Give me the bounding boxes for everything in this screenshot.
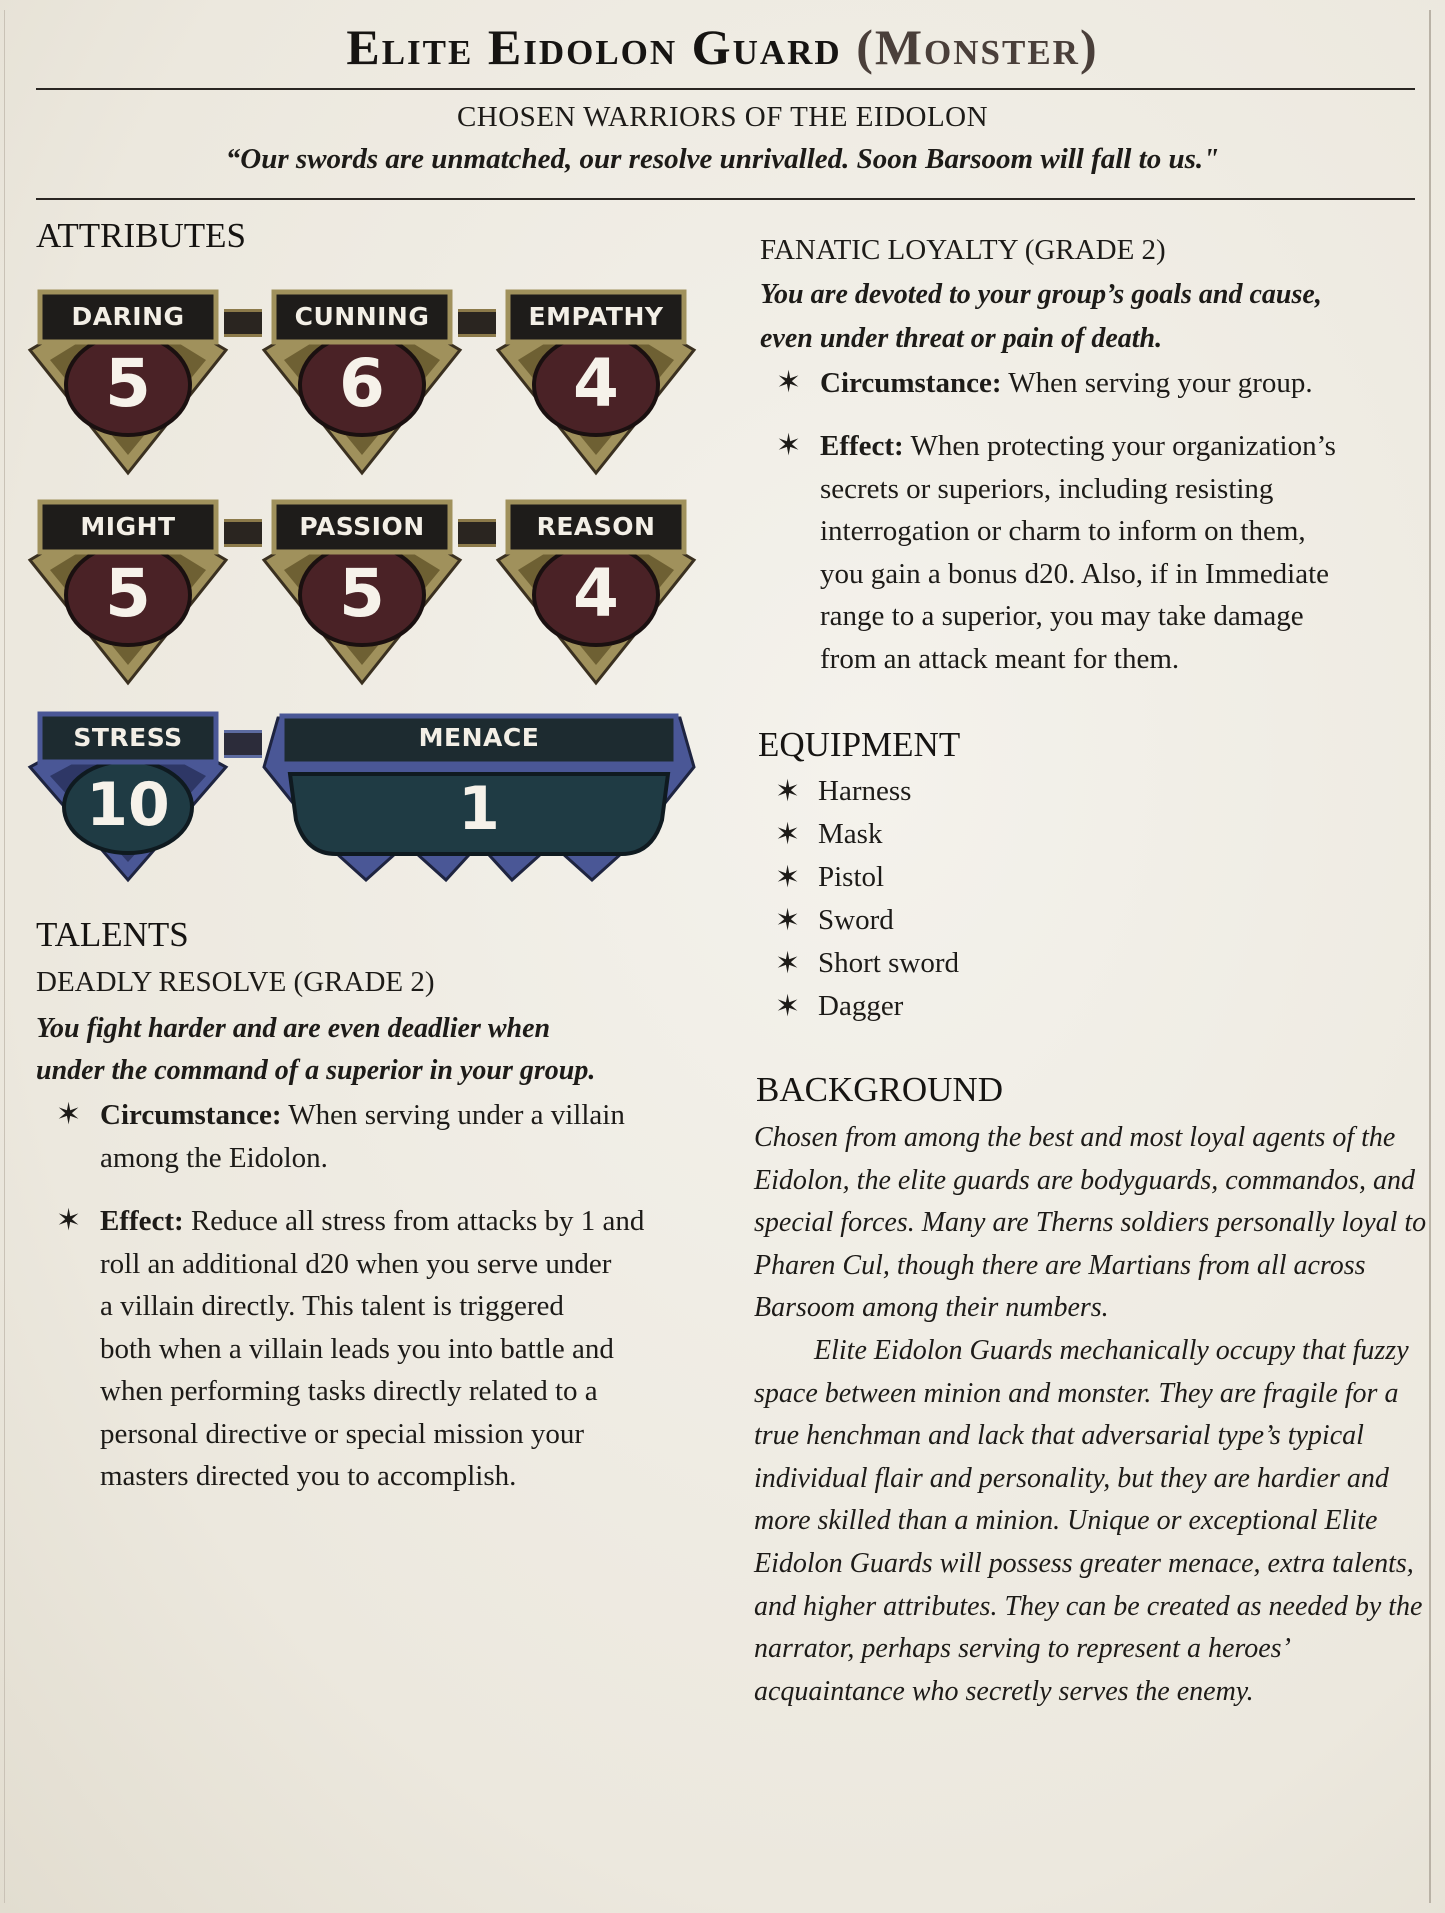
equipment-item — [775, 813, 959, 856]
badge-connector — [458, 519, 496, 547]
attributes-heading: ATTRIBUTES — [36, 216, 246, 255]
equipment-item — [775, 899, 959, 942]
star-bullet-icon: ✶ — [775, 947, 801, 980]
stat-value: 5 — [105, 555, 151, 632]
star-bullet-icon: ✶ — [775, 904, 801, 937]
background-paragraph-1: Chosen from among the best and most loyal agents of the Eidolon, the elite guards are bodyguards, commandos, and special forces. Many are Therns soldiers personally loyal to Pharen Cul, though there are Martians from all across Barsoom among their numbers. — [754, 1122, 1427, 1324]
effect-label: Effect: — [100, 1205, 184, 1237]
deadly-resolve-circumstance — [56, 1094, 625, 1179]
star-bullet-icon: ✶ — [776, 366, 802, 399]
background-text — [754, 1117, 1429, 1713]
effect-text-line5: range to a superior, you may take damage — [820, 600, 1304, 632]
stat-value: 10 — [86, 770, 170, 840]
equipment-item — [775, 856, 959, 899]
stat-value: 4 — [573, 345, 619, 422]
stat-label: MIGHT — [80, 512, 176, 541]
effect-text-line6: personal directive or special mission your — [100, 1417, 585, 1450]
subtitle: CHOSEN WARRIORS OF THE EIDOLON — [456, 101, 989, 133]
equipment-item-label: Pistol — [818, 861, 885, 893]
stat-passion — [262, 500, 462, 685]
deadly-resolve-name: DEADLY RESOLVE (GRADE 2) — [36, 966, 435, 998]
effect-text-line3: a villain directly. This talent is triggered — [100, 1290, 564, 1322]
stat-daring — [28, 290, 228, 475]
stat-value: 1 — [458, 774, 500, 844]
page-edge-left — [4, 10, 5, 1903]
fanatic-loyalty-desc-line1: You are devoted to your group’s goals and cause, — [760, 279, 1322, 310]
effect-label: Effect: — [820, 430, 904, 462]
stat-label: EMPATHY — [528, 302, 664, 331]
circumstance-label: Circumstance: — [100, 1099, 282, 1131]
stat-label: STRESS — [73, 723, 183, 752]
equipment-item-label: Harness — [818, 775, 912, 807]
stat-reason — [496, 500, 696, 685]
talents-heading: TALENTS — [36, 915, 189, 954]
page-title — [0, 18, 1445, 76]
stat-value: 5 — [339, 555, 385, 632]
badge-connector — [224, 519, 262, 547]
effect-text-line7: masters directed you to accomplish. — [100, 1460, 517, 1492]
star-bullet-icon: ✶ — [776, 429, 802, 462]
circumstance-text: When serving your group. — [1001, 367, 1313, 399]
deadly-resolve-desc-line1: You fight harder and are even deadlier when — [36, 1013, 551, 1044]
stat-label: REASON — [536, 512, 656, 541]
star-bullet-icon: ✶ — [775, 990, 801, 1023]
stat-label: PASSION — [299, 512, 425, 541]
flavor-quote: “Our swords are unmatched, our resolve unrivalled. Soon Barsoom will fall to us." — [225, 143, 1220, 175]
stat-stress — [28, 712, 228, 882]
circumstance-text-line2: among the Eidolon. — [100, 1141, 328, 1174]
equipment-item — [775, 942, 959, 985]
effect-text-line5: when performing tasks directly related to a — [100, 1375, 598, 1407]
deadly-resolve-effect — [56, 1200, 645, 1498]
title-rule — [36, 88, 1415, 90]
star-bullet-icon: ✶ — [775, 861, 801, 894]
effect-text-line1: When protecting your organization’s — [903, 430, 1336, 462]
star-bullet-icon: ✶ — [56, 1204, 82, 1237]
stat-label: DARING — [71, 302, 185, 331]
equipment-item-label: Mask — [818, 818, 883, 850]
equipment-item-label: Dagger — [818, 990, 904, 1022]
stat-cunning — [262, 290, 462, 475]
effect-text-line2: secrets or superiors, including resisting — [820, 472, 1274, 505]
effect-text-line4: both when a villain leads you into battle and — [100, 1332, 614, 1365]
equipment-item — [775, 770, 959, 813]
stat-value: 6 — [339, 345, 385, 422]
star-bullet-icon: ✶ — [775, 818, 801, 851]
fanatic-loyalty-name: FANATIC LOYALTY (GRADE 2) — [760, 234, 1166, 266]
equipment-heading: EQUIPMENT — [758, 725, 961, 764]
equipment-list — [775, 770, 959, 1028]
star-bullet-icon: ✶ — [56, 1098, 82, 1131]
stat-empathy — [496, 290, 696, 475]
background-heading: BACKGROUND — [756, 1070, 1003, 1109]
effect-text-line2: roll an additional d20 when you serve under — [100, 1247, 612, 1280]
badge-connector — [458, 309, 496, 337]
stat-label: CUNNING — [294, 302, 430, 331]
star-bullet-icon: ✶ — [775, 775, 801, 808]
effect-text-line4: you gain a bonus d20. Also, if in Immediate — [820, 557, 1330, 590]
circumstance-label: Circumstance: — [820, 367, 1002, 399]
fanatic-loyalty-circumstance — [776, 362, 1313, 405]
effect-text-line6: from an attack meant for them. — [820, 642, 1180, 675]
equipment-item-label: Short sword — [818, 947, 959, 979]
circumstance-text: When serving under a villain — [281, 1099, 625, 1131]
effect-text-line1: Reduce all stress from attacks by 1 and — [183, 1205, 645, 1237]
badge-connector — [224, 309, 262, 337]
stat-label: MENACE — [418, 723, 540, 752]
title-main: Elite Eidolon Guard — [346, 19, 842, 75]
equipment-item-label: Sword — [818, 904, 894, 936]
badge-connector — [224, 730, 262, 758]
stat-value: 5 — [105, 345, 151, 422]
background-paragraph-2: Elite Eidolon Guards mechanically occupy that fuzzy space between minion and monster. They are fragile for a true henchman and lack that adversarial type’s typical individual flair and personality, but they are hardier and more skilled than a minion. Unique or exceptional Elite Eidolon Guards will possess greater menace, extra talents, and higher attributes. They can be created as needed by the narrator, perhaps serving to represent a heroes’ acquaintance who secretly serves the enemy. — [754, 1334, 1423, 1707]
page-edge-right — [1429, 10, 1431, 1903]
deadly-resolve-desc-line2: under the command of a superior in your group. — [36, 1055, 596, 1086]
header-rule — [36, 198, 1415, 200]
stat-might — [28, 500, 228, 685]
stat-menace — [262, 712, 696, 882]
fanatic-loyalty-effect — [776, 425, 1336, 680]
title-paren: (Monster) — [856, 19, 1099, 75]
fanatic-loyalty-desc-line2: even under threat or pain of death. — [760, 323, 1163, 354]
effect-text-line3: interrogation or charm to inform on them, — [820, 515, 1306, 547]
equipment-item — [775, 985, 959, 1028]
stat-value: 4 — [573, 555, 619, 632]
